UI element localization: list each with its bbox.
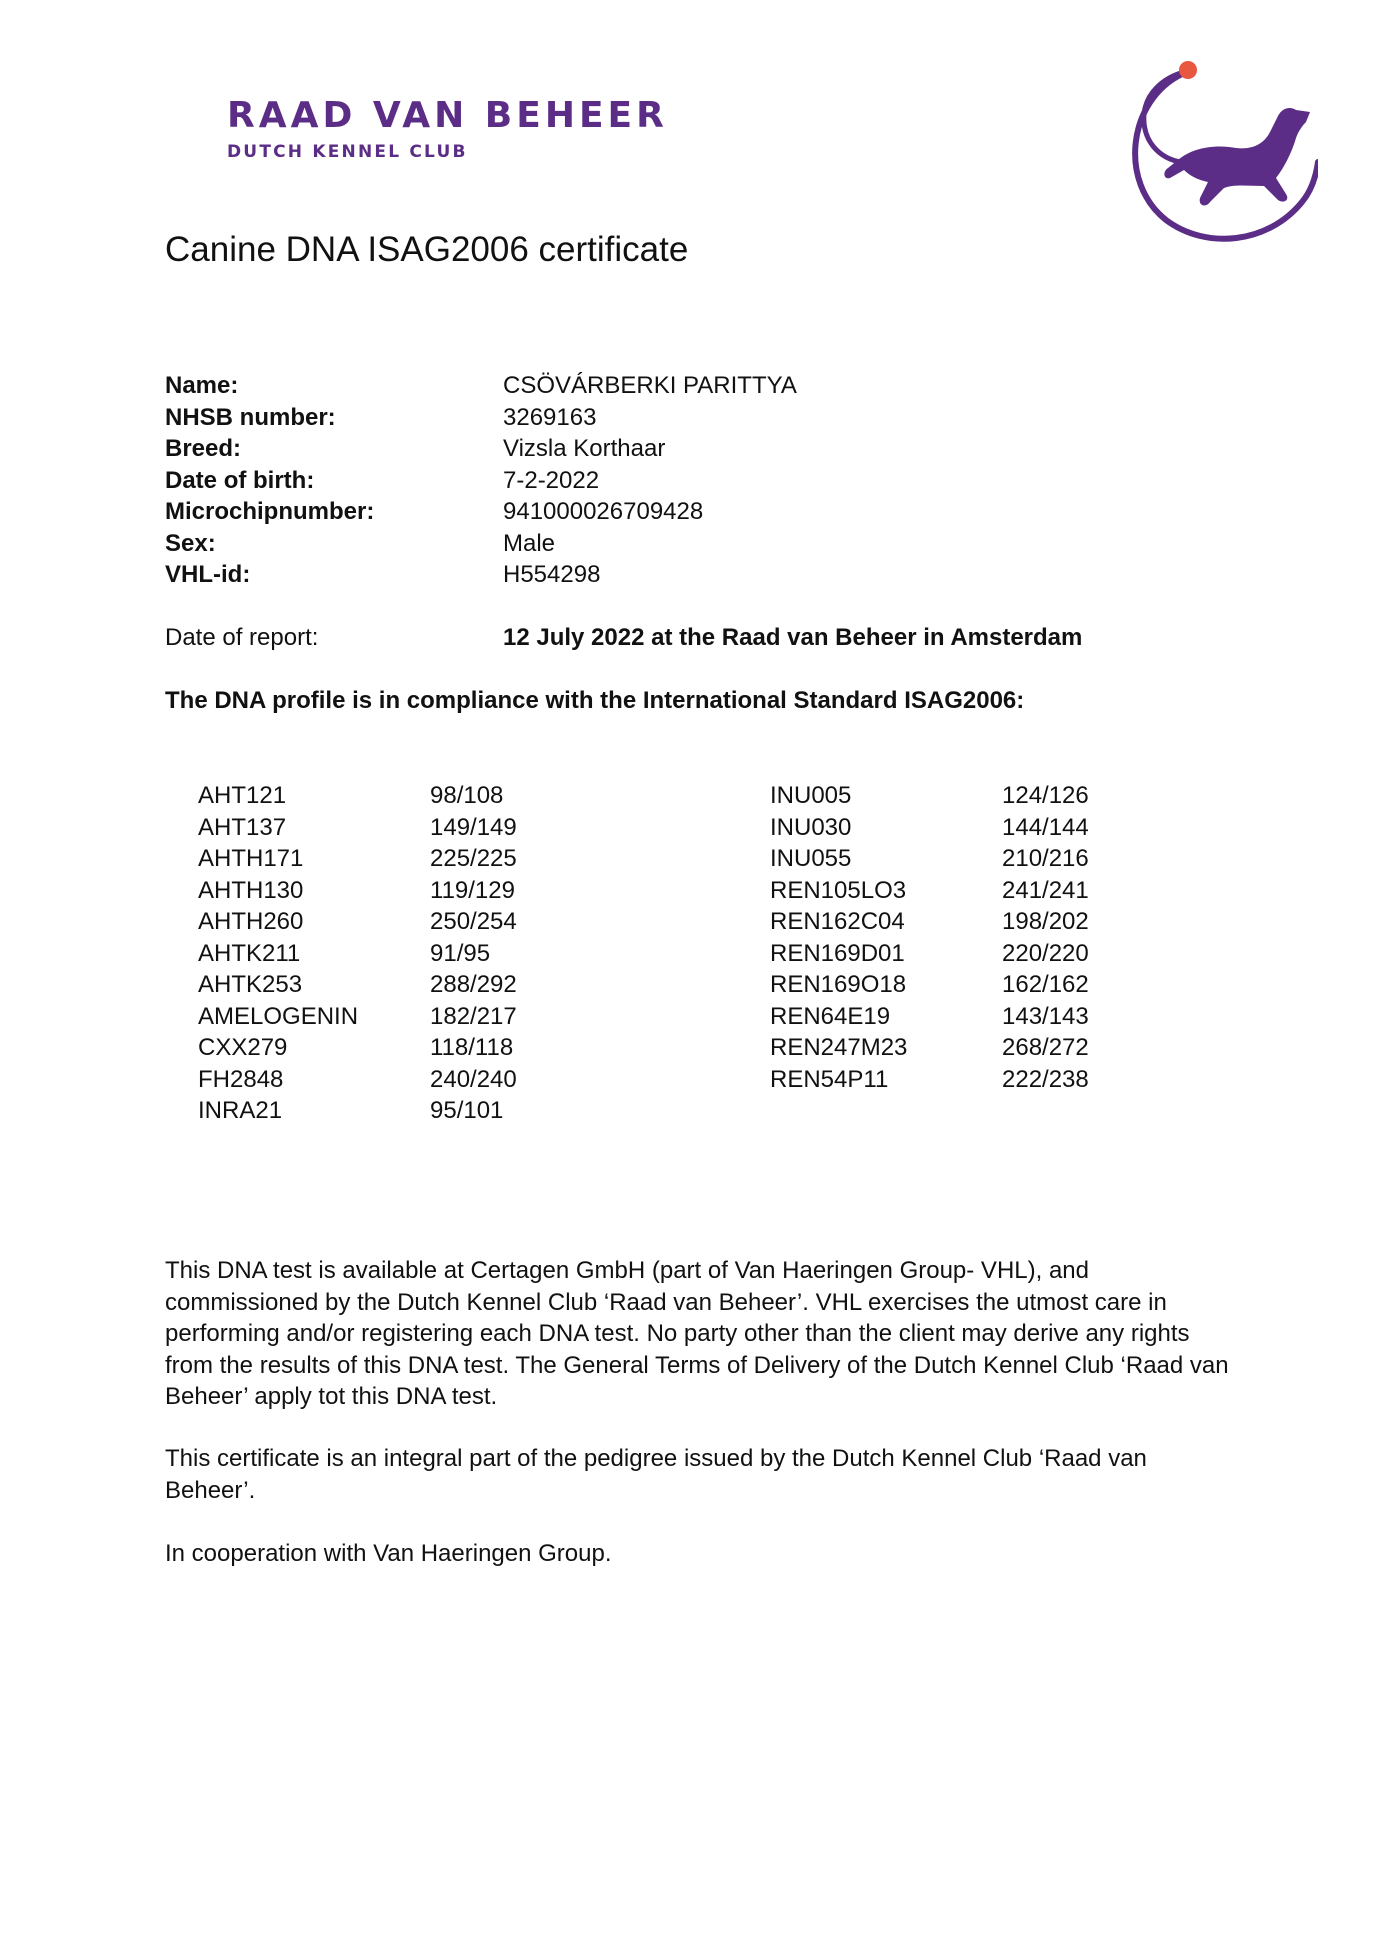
marker-name: REN54P11 [770, 1065, 889, 1093]
marker-value: 240/240 [430, 1065, 517, 1093]
marker-value: 119/129 [430, 876, 515, 904]
marker-name: AHTK253 [198, 971, 303, 998]
marker-row [198, 812, 558, 844]
marker-row [198, 1095, 558, 1127]
field-label: Sex: [165, 529, 216, 557]
field-row-name [165, 370, 1215, 402]
marker-row [198, 938, 558, 970]
field-label: Date of birth: [165, 466, 315, 494]
marker-row [770, 1001, 1130, 1033]
marker-value: 198/202 [1002, 908, 1089, 935]
field-row-vhl-id [165, 559, 1215, 591]
field-label: Name: [165, 372, 239, 399]
marker-name: REN162C04 [770, 908, 905, 935]
marker-name: INRA21 [198, 1097, 283, 1124]
marker-name: AHT137 [198, 813, 287, 841]
field-row-sex [165, 528, 1215, 560]
marker-name: FH2848 [198, 1065, 284, 1093]
field-value: 7-2-2022 [503, 466, 600, 494]
marker-row [770, 1064, 1130, 1096]
report-date-label: Date of report: [165, 624, 319, 651]
marker-name: AHTH260 [198, 908, 304, 935]
marker-row [770, 780, 1130, 812]
marker-row [770, 938, 1130, 970]
jumping-dog-circle-icon [1118, 52, 1318, 252]
cooperation-note-paragraph: In cooperation with Van Haeringen Group. [165, 1540, 612, 1567]
field-value: CSÖVÁRBERKI PARITTYA [503, 372, 797, 399]
field-value: Vizsla Korthaar [503, 435, 666, 462]
logo-dog [1164, 108, 1310, 205]
marker-row [198, 843, 558, 875]
marker-name: AHTH130 [198, 876, 304, 904]
marker-row [198, 1032, 558, 1064]
report-date-value: 12 July 2022 at the Raad van Beheer in Amsterdam [503, 624, 1083, 651]
field-label: Breed: [165, 435, 242, 462]
marker-value: 288/292 [430, 971, 517, 998]
marker-row [198, 1001, 558, 1033]
marker-value: 268/272 [1002, 1034, 1089, 1061]
marker-row [770, 875, 1130, 907]
marker-name: REN247M23 [770, 1034, 908, 1061]
disclaimer-paragraph: This DNA test is available at Certagen GmbH (part of Van Haeringen Group- VHL), and commissioned by the Dutch Kennel Club ‘Raad van Beheer’. VHL exercises the utmost care in performing and/or registering each DNA test. No party other than the client may derive any rights from the results of this DNA test. The General Terms of Delivery of the Dutch Kennel Club ‘Raad van Beheer’ apply tot this DNA test. [165, 1257, 1229, 1410]
marker-name: INU030 [770, 813, 852, 841]
field-label: Microchipnumber: [165, 498, 375, 525]
marker-row [198, 1064, 558, 1096]
marker-name: REN105LO3 [770, 876, 907, 904]
field-row-microchipnumber [165, 496, 1215, 528]
marker-column-right [770, 780, 1130, 1095]
document-title: Canine DNA ISAG2006 certificate [165, 230, 689, 269]
marker-name: INU005 [770, 782, 852, 809]
marker-row [770, 969, 1130, 1001]
marker-value: 250/254 [430, 908, 517, 935]
marker-value: 143/143 [1002, 1002, 1089, 1030]
marker-name: AMELOGENIN [198, 1002, 359, 1030]
marker-value: 98/108 [430, 782, 504, 809]
marker-value: 241/241 [1002, 876, 1089, 904]
marker-row [198, 780, 558, 812]
field-label: NHSB number: [165, 403, 336, 431]
field-value: Male [503, 529, 556, 557]
marker-name: INU055 [770, 845, 852, 872]
marker-value: 222/238 [1002, 1065, 1089, 1093]
field-label: VHL-id: [165, 561, 251, 588]
marker-row [198, 969, 558, 1001]
marker-name: AHTH171 [198, 845, 304, 872]
marker-value: 220/220 [1002, 939, 1089, 967]
brand-header [227, 94, 668, 164]
pedigree-note-paragraph: This certificate is an integral part of the pedigree issued by the Dutch Kennel Club ‘Raad van Beheer’. [165, 1445, 1147, 1504]
field-row-nhsb-number [165, 402, 1215, 434]
marker-value: 225/225 [430, 845, 517, 872]
report-date-row [165, 622, 1215, 654]
marker-value: 162/162 [1002, 971, 1089, 998]
brand-subtitle: DUTCH KENNEL CLUB [227, 142, 468, 162]
marker-value: 210/216 [1002, 845, 1089, 872]
field-row-breed [165, 433, 1215, 465]
marker-value: 124/126 [1002, 782, 1089, 809]
marker-row [198, 906, 558, 938]
marker-name: REN169O18 [770, 971, 907, 998]
marker-row [770, 812, 1130, 844]
marker-name: AHT121 [198, 782, 287, 809]
marker-value: 149/149 [430, 813, 517, 841]
marker-row [198, 875, 558, 907]
marker-column-left [198, 780, 558, 1127]
compliance-statement: The DNA profile is in compliance with the International Standard ISAG2006: [165, 687, 1025, 714]
marker-value: 91/95 [430, 939, 491, 967]
marker-row [770, 1032, 1130, 1064]
field-value: 3269163 [503, 403, 597, 431]
marker-value: 182/217 [430, 1002, 517, 1030]
field-row-date-of-birth [165, 465, 1215, 497]
marker-name: AHTK211 [198, 939, 301, 967]
marker-row [770, 906, 1130, 938]
marker-row [770, 843, 1130, 875]
dog-details [165, 370, 1215, 591]
logo-dot [1179, 61, 1197, 79]
marker-value: 118/118 [430, 1034, 514, 1061]
field-value: 941000026709428 [503, 498, 704, 525]
marker-name: CXX279 [198, 1034, 288, 1061]
marker-name: REN169D01 [770, 939, 905, 967]
marker-value: 95/101 [430, 1097, 504, 1124]
brand-name: RAAD VAN BEHEER [227, 95, 668, 136]
marker-value: 144/144 [1002, 813, 1089, 841]
field-value: H554298 [503, 561, 601, 588]
marker-name: REN64E19 [770, 1002, 891, 1030]
